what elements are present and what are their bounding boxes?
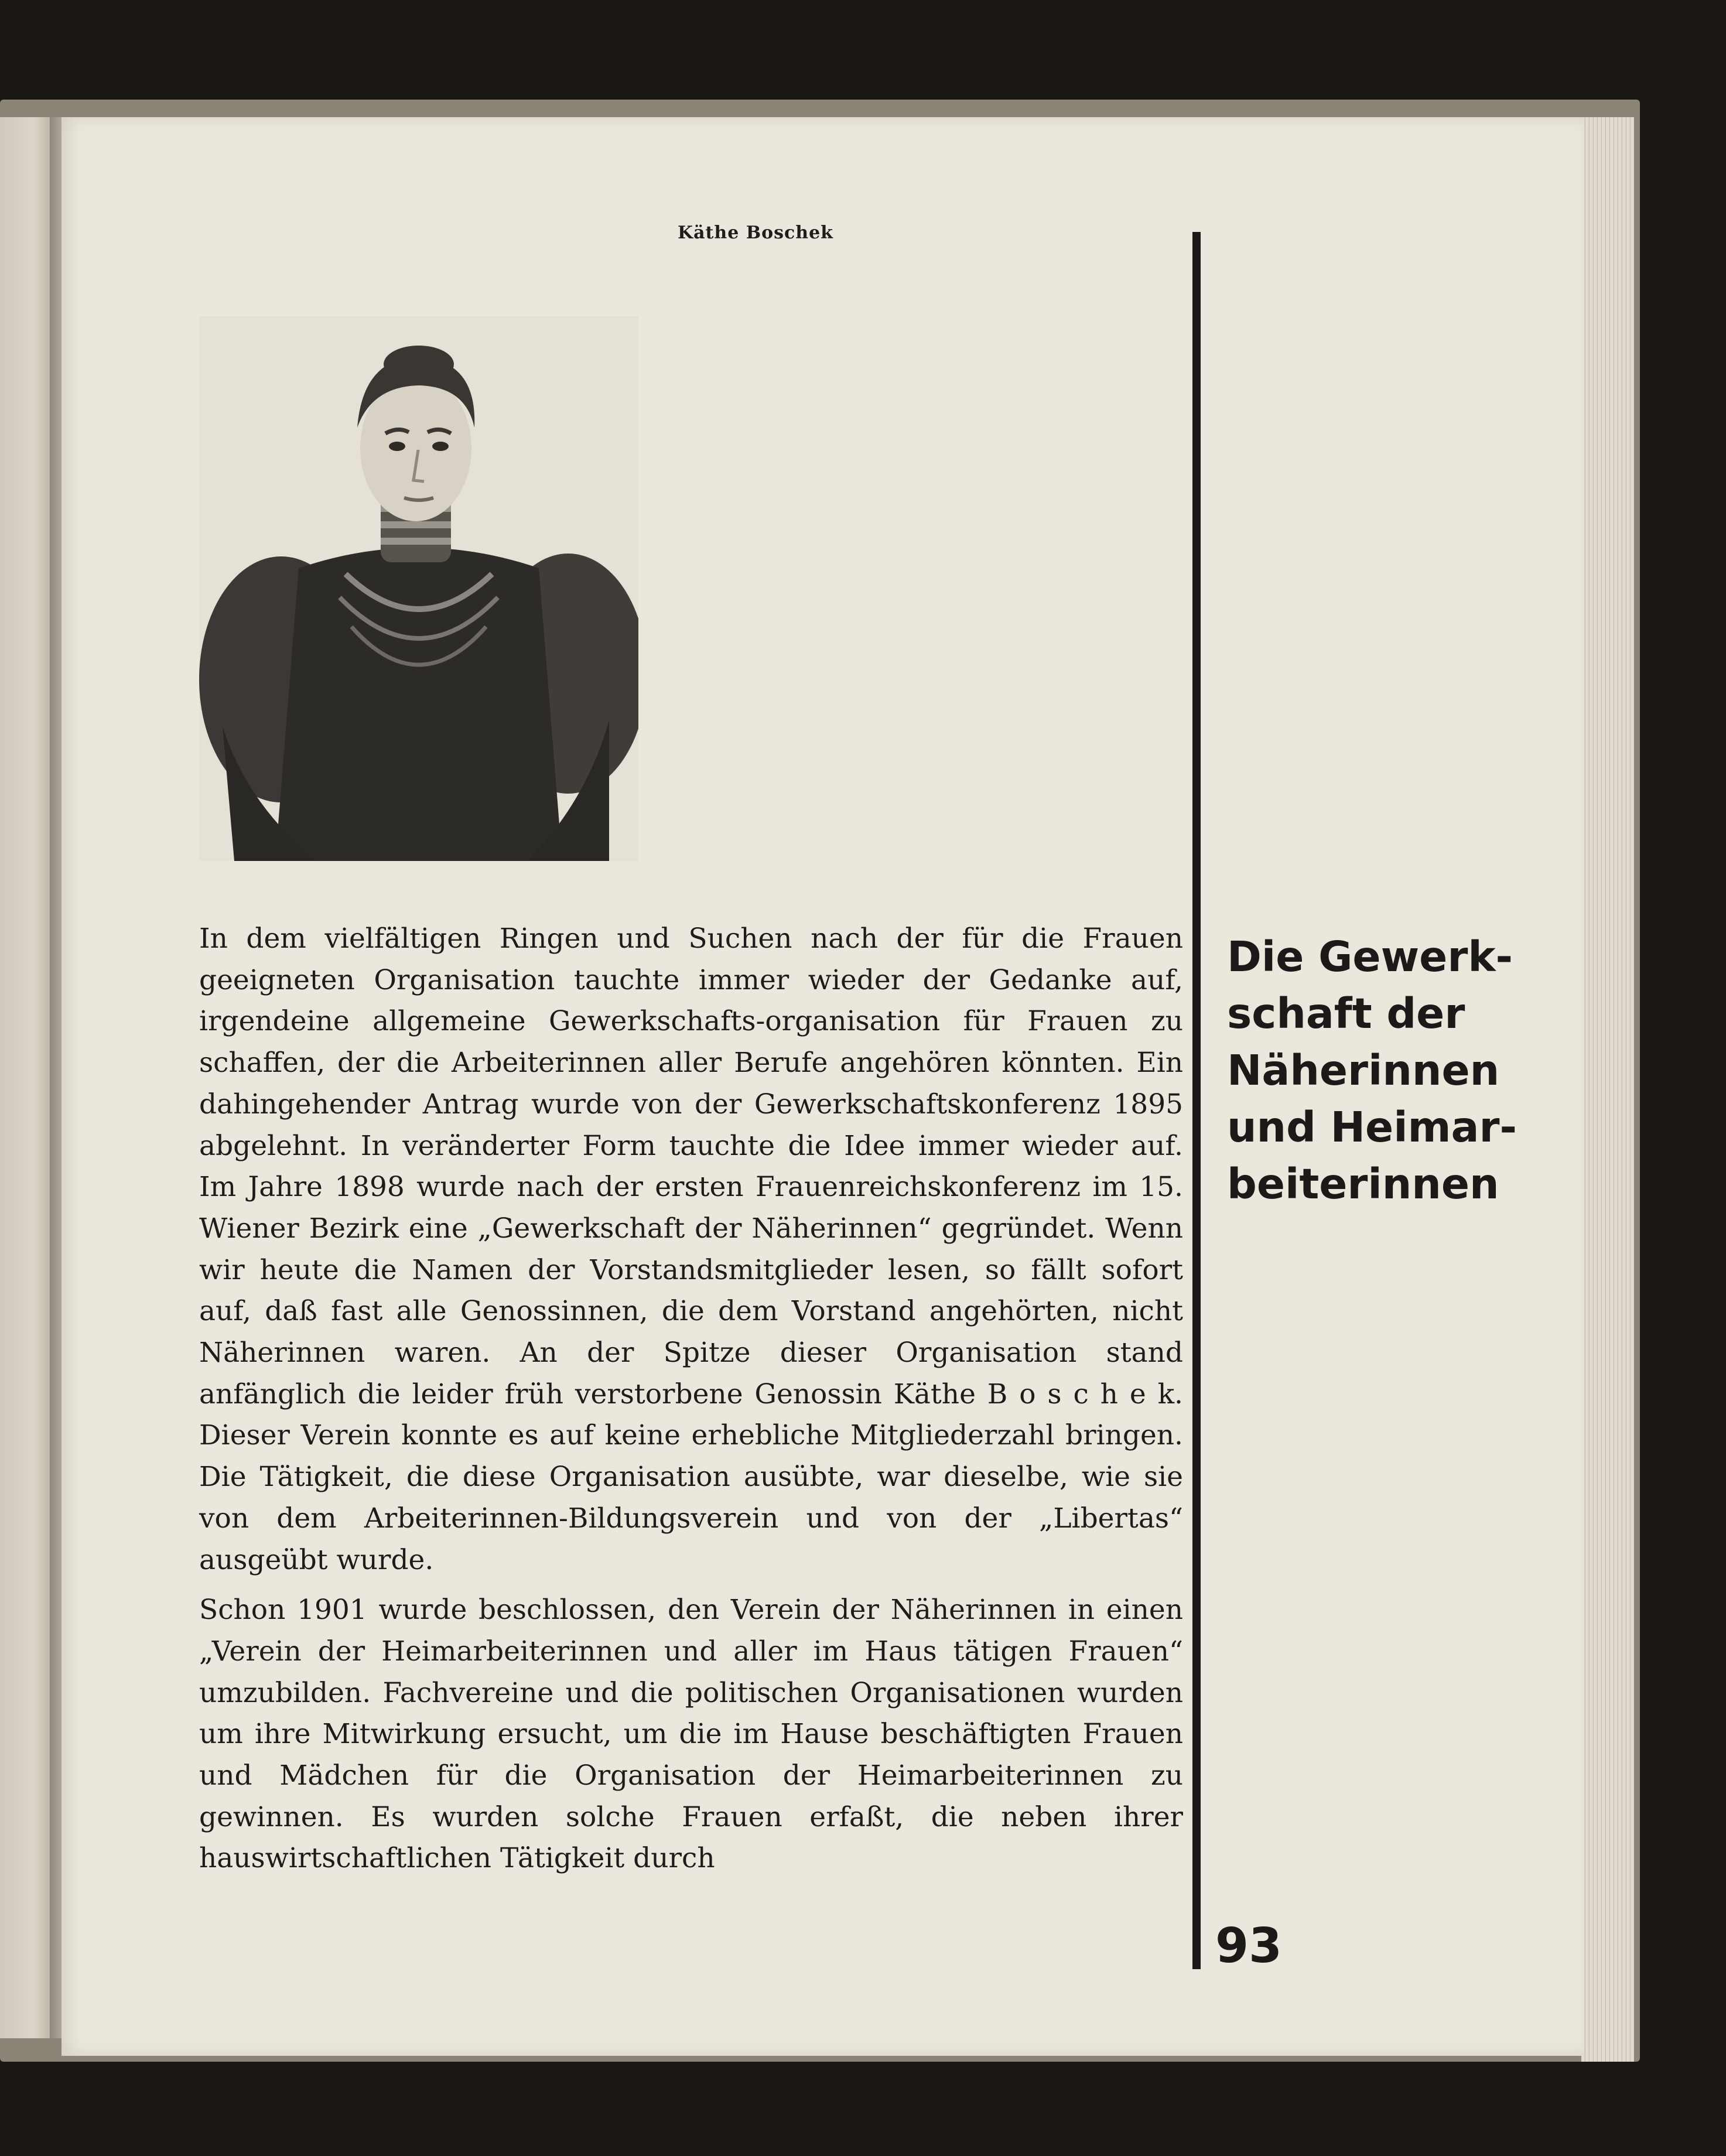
section-heading: Die Gewerk- schaft der Näherinnen und Heimar- beiterinnen [1227, 932, 1517, 1208]
page-number: 93 [1215, 1918, 1283, 1974]
portrait-image [199, 316, 638, 861]
body-paragraph: In dem vielfältigen Ringen und Suchen nach der für die Frauen geeigneten Organisation tauchte immer wieder der Gedanke auf, irgendeine allgemeine Gewerkschafts-organisation für Frauen zu schaffen, der die Arbeiterinnen aller Berufe angehören könnten. Ein dahingehender Antrag wurde von der Gewerkschaftskonferenz 1895 abgelehnt. In veränderter Form tauchte die Idee immer wieder auf. Im Jahre 1898 wurde nach der ersten Frauenreichskonferenz im 15. Wiener Bezirk eine „Gewerkschaft der Näherinnen“ gegründet. Wenn wir heute die Namen der Vorstandsmitglieder lesen, so fällt sofort auf, daß fast alle Genossinnen, die dem Vorstand angehörten, nicht Näherinnen waren. An der Spitze dieser Organisation stand anfänglich die leider früh verstorbene Genossin Käthe B o s c h e k. Dieser Verein konnte es auf keine erhebliche Mitgliederzahl bringen. Die Tätigkeit, die diese Organisation ausübte, war dieselbe, wie sie von dem Arbeiterinnen-Bildungsverein und von der „Libertas“ ausgeübt wurde. [199, 922, 1183, 1576]
page-edges [1581, 117, 1634, 2062]
body-paragraph: Schon 1901 wurde beschlossen, den Verein der Näherinnen in einen „Verein der Heimarbeiterinnen und aller im Haus tätigen Frauen“ umzubilden. Fachvereine und die politischen Organisationen wurden um ihre Mitwirkung ersucht, um die im Hause beschäftigten Frauen und Mädchen für die Organisation der Heimarbeiterinnen zu gewinnen. Es wurden solche Frauen erfaßt, die neben ihrer hauswirtschaftlichen Tätigkeit durch [199, 1594, 1183, 1875]
portrait-caption: Käthe Boschek [678, 223, 833, 243]
portrait-illustration [199, 316, 638, 861]
vertical-rule [1192, 232, 1201, 1969]
previous-page-edge [0, 117, 56, 2038]
article-body [199, 918, 1183, 1880]
dark-background [0, 0, 1726, 111]
